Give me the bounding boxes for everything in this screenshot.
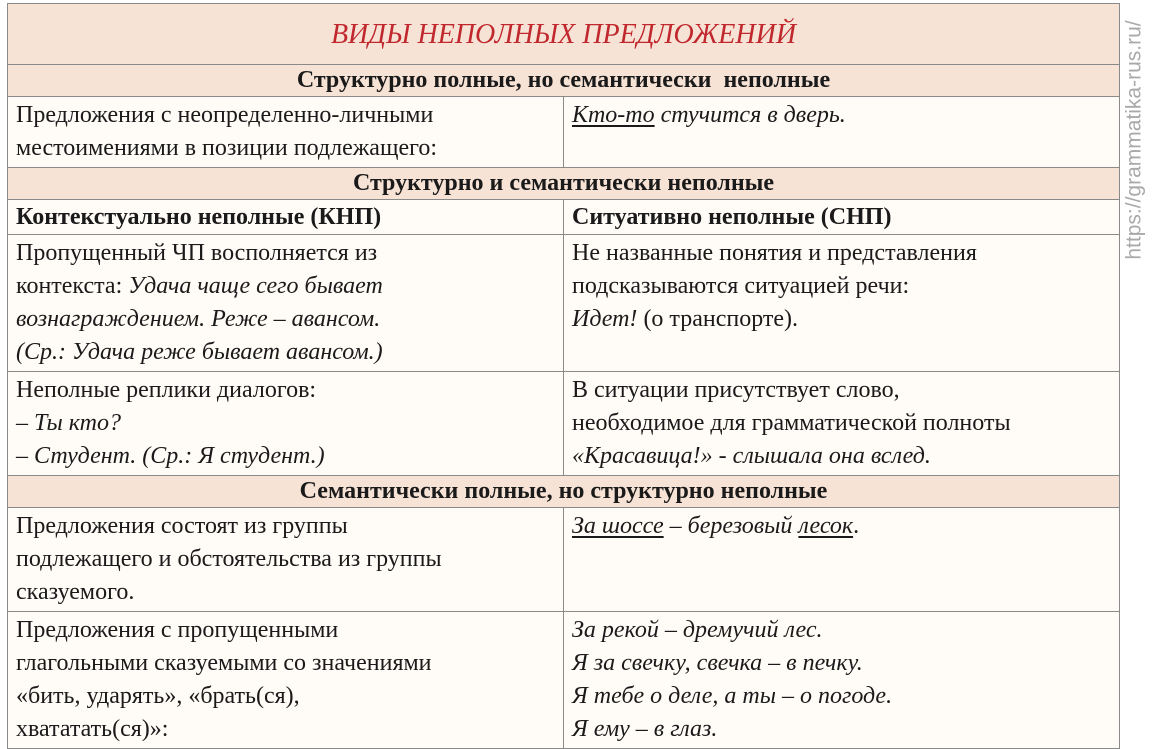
col-header-knp: Контекстуально неполные (КНП) — [8, 200, 564, 235]
table-row — [8, 235, 1120, 372]
section-heading-row — [8, 168, 1120, 200]
title-row — [8, 4, 1120, 65]
incomplete-sentences-table — [7, 3, 1120, 749]
table-row — [8, 97, 1120, 168]
section3-row2-left: Предложения с пропущенными глагольными сказуемыми со значениями «бить, ударять», «брать(ся), хвататать(ся)»: — [8, 612, 564, 749]
section3-row1-left: Предложения состоят из группы подлежащего и обстоятельства из группы сказуемого. — [8, 508, 564, 612]
column-header-row — [8, 200, 1120, 235]
section-heading-row — [8, 476, 1120, 508]
section1-row1-left: Предложения с неопределенно-личными местоимениями в позиции подлежащего: — [8, 97, 564, 168]
section2-row2-right: В ситуации присутствует слово, необходимое для грамматической полноты «Красавица!» - слышала она вслед. — [564, 372, 1120, 476]
section3-heading: Семантически полные, но структурно неполные — [8, 476, 1120, 508]
section-heading-row — [8, 65, 1120, 97]
table-row — [8, 508, 1120, 612]
table-row — [8, 372, 1120, 476]
table-title: ВИДЫ НЕПОЛНЫХ ПРЕДЛОЖЕНИЙ — [8, 4, 1120, 65]
section3-row1-right: За шоссе – березовый лесок. — [564, 508, 1120, 612]
section2-row1-right: Не названные понятия и представления подсказываются ситуацией речи: Идет! (о транспорте). — [564, 235, 1120, 372]
section2-row1-left: Пропущенный ЧП восполняется из контекста: Удача чаще сего бывает вознаграждением. Реже – авансом. (Ср.: Удача реже бывает авансом.) — [8, 235, 564, 372]
table-row — [8, 612, 1120, 749]
section2-row2-left: Неполные реплики диалогов: – Ты кто? – Студент. (Ср.: Я студент.) — [8, 372, 564, 476]
site-watermark — [1120, 0, 1150, 280]
section2-heading: Структурно и семантически неполные — [8, 168, 1120, 200]
section1-row1-right: Кто-то стучится в дверь. — [564, 97, 1120, 168]
watermark-text: https://grammatika-rus.ru/ — [1123, 20, 1147, 260]
col-header-snp: Ситуативно неполные (СНП) — [564, 200, 1120, 235]
section1-heading: Структурно полные, но семантически неполные — [8, 65, 1120, 97]
section3-row2-right: За рекой – дремучий лес. Я за свечку, свечка – в печку. Я тебе о деле, а ты – о погоде. Я ему – в глаз. — [564, 612, 1120, 749]
